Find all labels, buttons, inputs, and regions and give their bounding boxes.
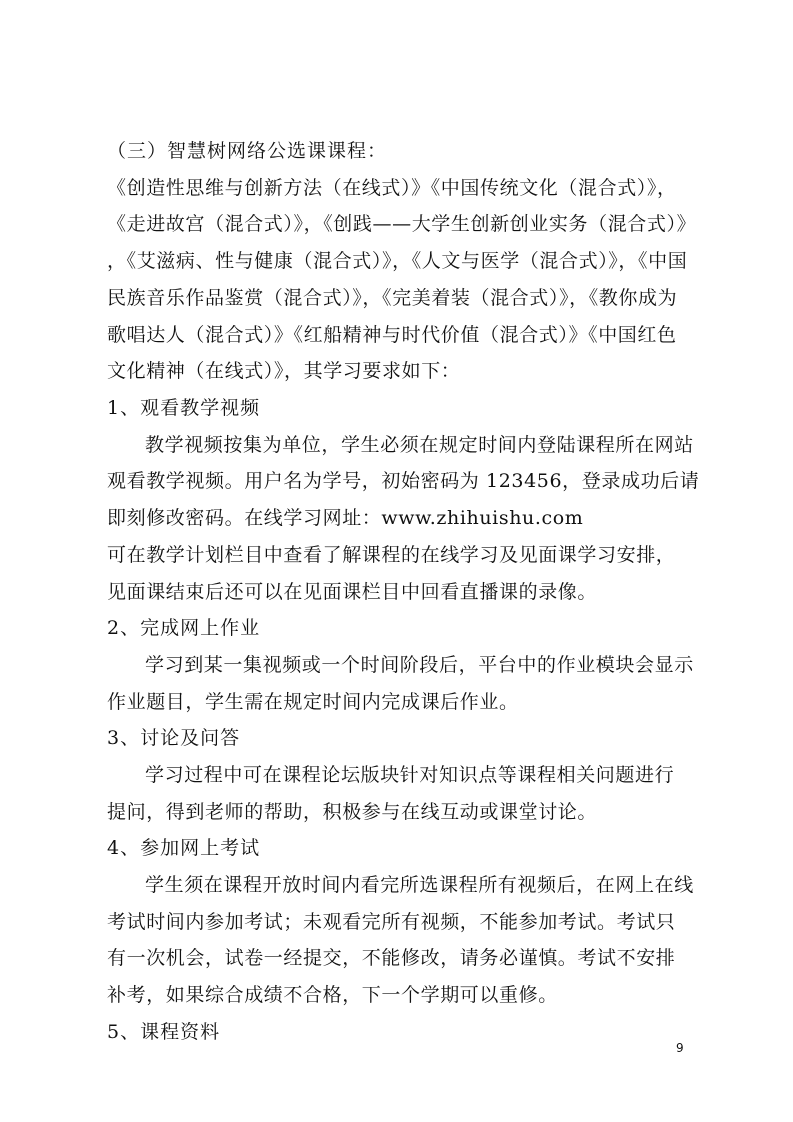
course-list-line: ，《艾滋病、性与健康（混合式）》，《人文与医学（混合式）》，《中国 [107,250,688,272]
item-paragraph-line: 学生须在课程开放时间内看完所选课程所有视频后，在网上在线 [145,874,694,896]
item-paragraph-line: 观看教学视频。用户名为学号，初始密码为 123456，登录成功后请 [107,470,700,492]
item-paragraph-line: 作业题目，学生需在规定时间内完成课后作业。 [107,691,519,713]
item-paragraph-line: 考试时间内参加考试；未观看完所有视频，不能参加考试。考试只 [107,911,676,933]
item-paragraph-line: 见面课结束后还可以在见面课栏目中回看直播课的录像。 [107,581,598,603]
course-list-line: 歌唱达人（混合式）》《红船精神与时代价值（混合式）》《中国红色 [107,324,677,346]
item-paragraph-line: 提问，得到老师的帮助，积极参与在线互动或课堂讨论。 [107,801,598,823]
section-heading: （三）智慧树网络公选课课程： [107,140,388,162]
item-paragraph-line: 可在教学计划栏目中查看了解课程的在线学习及见面课学习安排， [107,544,676,566]
page-number: 9 [676,1041,684,1055]
course-list-line: 文化精神（在线式）》，其学习要求如下： [107,360,461,382]
item-paragraph-line: 有一次机会，试卷一经提交，不能修改，请务必谨慎。考试不安排 [107,947,676,969]
item-heading-watch-videos: 1、观看教学视频 [107,397,261,419]
item-heading-homework: 2、完成网上作业 [107,617,261,639]
item-heading-exam: 4、参加网上考试 [107,837,261,859]
course-list-line: 民族音乐作品鉴赏（混合式）》，《完美着装（混合式）》，《教你成为 [107,287,678,309]
item-paragraph-line: 即刻修改密码。在线学习网址：www.zhihuishu.com [107,507,584,529]
item-paragraph-line: 学习过程中可在课程论坛版块针对知识点等课程相关问题进行 [145,764,675,786]
item-heading-materials: 5、课程资料 [107,1021,221,1043]
item-paragraph-line: 补考，如果综合成绩不合格，下一个学期可以重修。 [107,984,558,1006]
item-heading-discussion: 3、讨论及问答 [107,727,241,749]
course-list-line: 《创造性思维与创新方法（在线式）》《中国传统文化（混合式）》， [107,177,677,199]
item-paragraph-line: 教学视频按集为单位，学生必须在规定时间内登陆课程所在网站 [145,434,694,456]
course-list-line: 《走进故宫（混合式）》，《创践——大学生创新创业实务（混合式）》 [107,213,697,235]
item-paragraph-line: 学习到某一集视频或一个时间阶段后，平台中的作业模块会显示 [145,654,694,676]
